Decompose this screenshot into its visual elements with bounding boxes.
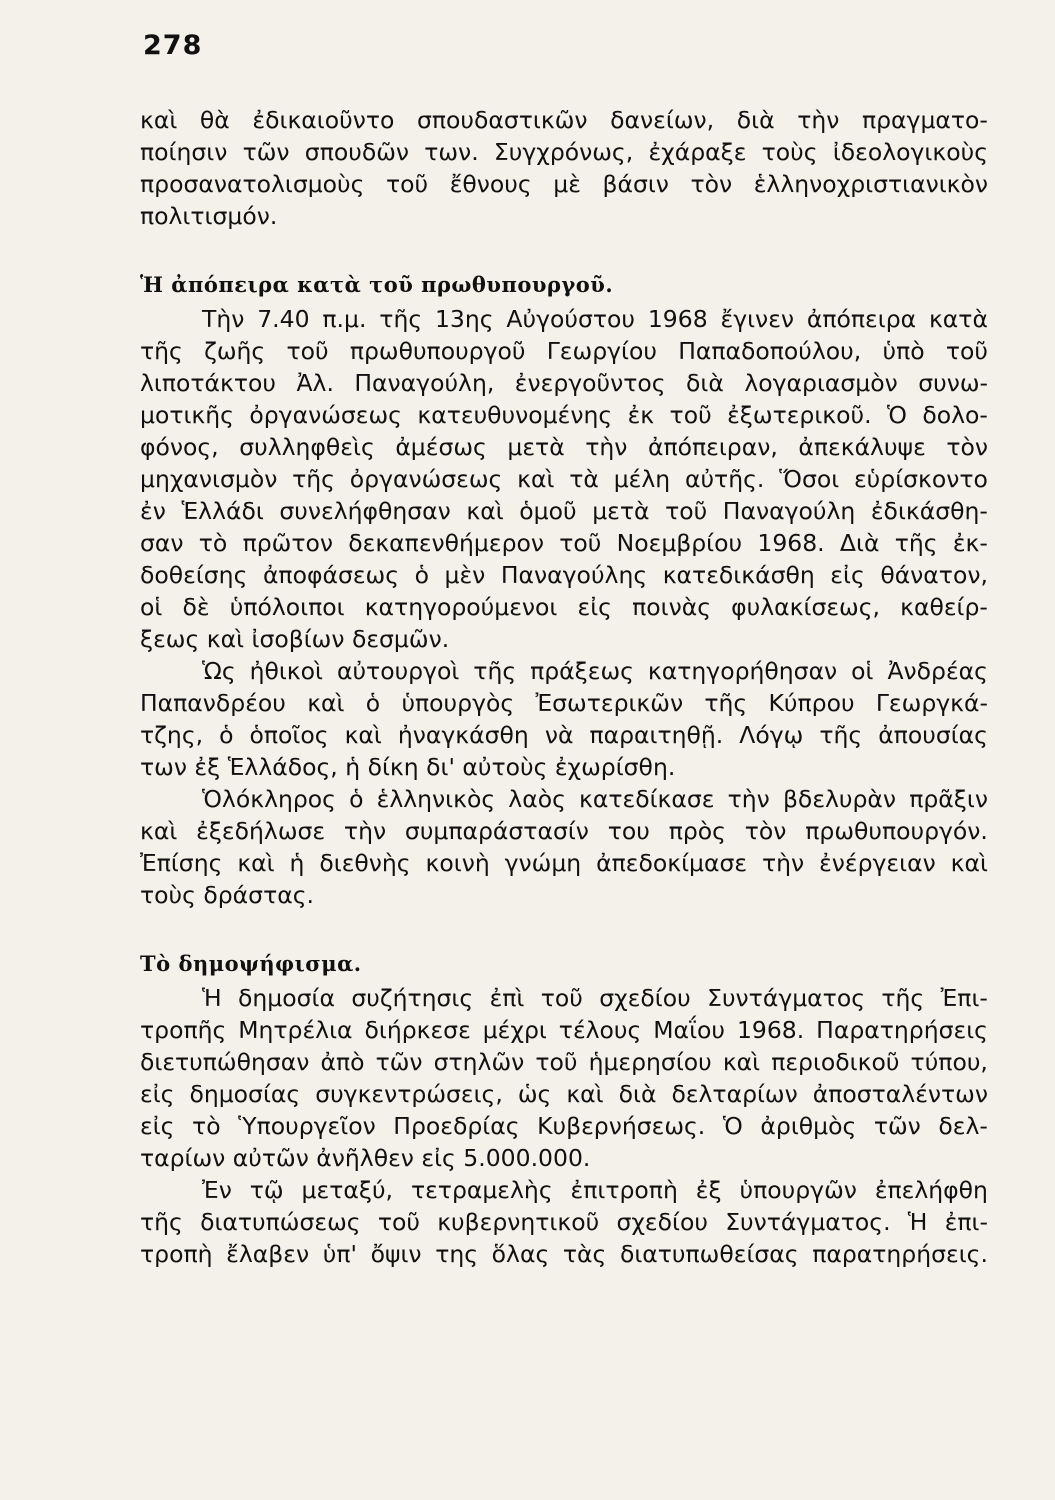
word: τὰ	[569, 465, 599, 493]
text-line	[140, 559, 988, 591]
word: στηλῶν	[433, 1048, 525, 1076]
word: παρατηρήσεις.	[812, 1240, 988, 1268]
word: ὡς	[517, 1080, 552, 1108]
body-text	[140, 104, 988, 1270]
word: διατυπωθείσας	[619, 1240, 799, 1268]
word: δημοσίας	[189, 1080, 301, 1108]
word: ἐξεδήλωσε	[196, 817, 326, 845]
word: τοῦ	[669, 401, 712, 429]
word: ἑλληνικὸς	[376, 785, 496, 813]
word: π.μ.	[322, 305, 367, 333]
text-line	[140, 815, 988, 847]
word: Μαΐου	[653, 1016, 725, 1044]
word: ἠθικοὶ	[249, 657, 323, 685]
text-line	[140, 168, 988, 200]
word: τοῦ	[286, 337, 329, 365]
word: ἀπὸ	[320, 1048, 365, 1076]
text-line	[140, 463, 988, 495]
word: δοθείσης	[140, 561, 248, 589]
word: κατὰ	[928, 305, 988, 333]
word: ὀργανώσεως	[349, 465, 503, 493]
word: Παπανδρέου	[140, 689, 286, 717]
word: μὲν	[444, 561, 486, 589]
text-line: τοὺς δράστας.	[140, 881, 314, 909]
word: ἰδεολογικοὺς	[832, 138, 988, 166]
word: ἐκ	[627, 401, 655, 429]
word: των.	[424, 138, 479, 166]
word: Ὁλόκληρος	[202, 785, 336, 813]
word: ὑπὸ	[882, 337, 925, 365]
word: πρᾶξιν	[909, 785, 988, 813]
word: βδελυρὰν	[782, 785, 897, 813]
word: Ἑλλάδι	[181, 497, 264, 525]
word: μέλη	[613, 465, 671, 493]
word: τῆς	[819, 721, 863, 749]
text-line: ξεως καὶ ἰσοβίων δεσμῶν.	[140, 625, 450, 653]
word: εἰς	[140, 1112, 175, 1140]
word: ἐπι-	[944, 1208, 988, 1236]
word: διεθνὴς	[319, 849, 411, 877]
word: τῶν	[873, 1112, 921, 1140]
word: ἐπὶ	[489, 984, 525, 1012]
word: Τὴν	[202, 305, 245, 333]
word: Ἐπίσης	[140, 849, 223, 877]
word: ὁποῖος	[249, 721, 329, 749]
word: μηχανισμὸν	[140, 465, 278, 493]
word: παραιτηθῇ.	[589, 721, 724, 749]
word: πρωθυπουργόν.	[805, 817, 988, 845]
word: τὴν	[761, 849, 805, 877]
word: νὰ	[544, 721, 574, 749]
word: Ὁ	[722, 1112, 743, 1140]
word: ἡ	[289, 849, 305, 877]
text-line	[140, 431, 988, 463]
word: ὑπουργῶν	[739, 1176, 857, 1204]
word: Ὁ	[887, 401, 907, 429]
word: ἀπουσίας	[878, 721, 988, 749]
word: ὑπόλοιποι	[229, 593, 345, 621]
word: καὶ	[307, 689, 345, 717]
word: συνελήφθησαν	[279, 497, 451, 525]
word: τέλους	[558, 1016, 642, 1044]
word: κατευθυνομένης	[417, 401, 613, 429]
word: ἀποσταλέντων	[812, 1080, 988, 1108]
word: ἐξ	[695, 1176, 722, 1204]
word: τὸ	[198, 529, 228, 557]
word: αὐτουργοὶ	[336, 657, 460, 685]
word: ὁμοῦ	[519, 497, 577, 525]
word: βάσιν	[602, 170, 669, 198]
word: Παναγούλη,	[354, 369, 495, 397]
word: μὲ	[553, 170, 581, 198]
word: ὑπ'	[322, 1240, 357, 1268]
word: καὶ	[237, 849, 275, 877]
word: 1968.	[757, 529, 825, 557]
word: τζης,	[140, 721, 204, 749]
word: ὄψιν	[370, 1240, 422, 1268]
text-line	[140, 687, 988, 719]
word: Παρατηρήσεις	[816, 1016, 988, 1044]
word: καὶ	[517, 465, 555, 493]
word: πρωθυπουργοῦ	[349, 337, 526, 365]
word: οἱ	[851, 657, 874, 685]
word: συμπαράστασίν	[404, 817, 589, 845]
word: καὶ	[140, 817, 178, 845]
text-line: πολιτισμόν.	[140, 202, 278, 230]
word: πρῶτον	[242, 529, 333, 557]
word: φόνος,	[140, 433, 219, 461]
word: τύπου,	[910, 1048, 988, 1076]
word: τὸν	[690, 170, 733, 198]
word: Ὅσοι	[779, 465, 840, 493]
word: μεταξύ,	[301, 1176, 394, 1204]
word: σχεδίου	[599, 984, 691, 1012]
word: ἔθνους	[449, 170, 532, 198]
text-line	[140, 136, 988, 168]
word: Λόγῳ	[739, 721, 804, 749]
word: λιποτάκτου	[140, 369, 276, 397]
text-line	[140, 783, 988, 815]
word: εἰς	[140, 1080, 175, 1108]
word: τῆς	[473, 657, 517, 685]
word: τῷ	[249, 1176, 284, 1204]
word: γνώμη	[504, 849, 582, 877]
word: διατυπώσεως	[200, 1208, 361, 1236]
word: ἀριθμὸς	[760, 1112, 857, 1140]
word: τὰς	[562, 1240, 607, 1268]
word: Αὐγούστου	[506, 305, 635, 333]
text-line	[140, 1014, 988, 1046]
word: Συντάγματος.	[725, 1208, 891, 1236]
text-line	[140, 982, 988, 1014]
word: δολο-	[922, 401, 988, 429]
word: ἔλαβεν	[226, 1240, 310, 1268]
word: πραγματο-	[861, 106, 988, 134]
word: πρὸς	[668, 817, 726, 845]
word: Ἐσωτερικῶν	[535, 689, 684, 717]
word: φυλακίσεως,	[731, 593, 880, 621]
word: τὴν	[343, 817, 387, 845]
text-line	[140, 104, 988, 136]
text-line	[140, 1238, 988, 1270]
word: δελ-	[938, 1112, 988, 1140]
word: ἐνέργειαν	[819, 849, 936, 877]
word: Ἐν	[202, 1176, 232, 1204]
word: Παπαδοπούλου,	[678, 337, 862, 365]
word: ἐξωτερικοῦ.	[727, 401, 872, 429]
word: τῆς	[379, 305, 423, 333]
word: Ἀλ.	[296, 369, 334, 397]
word: Κυβερνήσεως.	[537, 1112, 706, 1140]
word: τὸ	[192, 1112, 221, 1140]
word: μέχρι	[482, 1016, 547, 1044]
word: ὀργανώσεως	[249, 401, 402, 429]
word: καὶ	[344, 721, 382, 749]
word: σχεδίου	[616, 1208, 708, 1236]
word: συζήτησις	[351, 984, 474, 1012]
text-line	[140, 495, 988, 527]
word: ἐδικάσθη-	[870, 497, 988, 525]
text-line	[140, 399, 988, 431]
word: κυβερνητικοῦ	[437, 1208, 600, 1236]
word: τῶν	[242, 138, 290, 166]
word: Συγχρόνως,	[493, 138, 634, 166]
text-line	[140, 527, 988, 559]
word: σαν	[140, 529, 184, 557]
word: ἀποφάσεως	[262, 561, 400, 589]
word: δανείων,	[610, 106, 715, 134]
word: ἐχάραξε	[648, 138, 747, 166]
word: θάνατον,	[880, 561, 988, 589]
word: Νοεμβρίου	[616, 529, 743, 557]
word: ὑπουργὸς	[401, 689, 515, 717]
word: ποίησιν	[140, 138, 228, 166]
word: λογαριασμὸν	[744, 369, 898, 397]
word: ὁ	[414, 561, 429, 589]
word: τοῦ	[535, 1048, 578, 1076]
word: ποινὰς	[632, 593, 711, 621]
word: καὶ	[722, 1048, 761, 1076]
text-line	[140, 1046, 988, 1078]
word: διὰ	[618, 1080, 657, 1108]
word: τῆς	[894, 529, 938, 557]
word: ἀπόπειραν,	[647, 433, 778, 461]
word: εὑρίσκοντο	[853, 465, 988, 493]
section-heading: Ἡ ἀπόπειρα κατὰ τοῦ πρωθυπουργοῦ.	[140, 272, 614, 297]
text-line	[140, 655, 988, 687]
word: ἐπιτροπὴ	[570, 1176, 678, 1204]
word: συνω-	[918, 369, 988, 397]
word: Συντάγματος	[707, 984, 865, 1012]
word: δὲ	[182, 593, 210, 621]
word: καὶ	[566, 1080, 604, 1108]
word: τὸν	[946, 433, 988, 461]
word: 1968	[647, 305, 708, 333]
word: διήρκεσε	[364, 1016, 471, 1044]
word: κατηγορήθησαν	[647, 657, 838, 685]
text-line	[140, 1174, 988, 1206]
word: Διὰ	[839, 529, 880, 557]
word: Ὑπουργεῖον	[238, 1112, 376, 1140]
word: Ἐπι-	[940, 984, 988, 1012]
word: καθείρ-	[900, 593, 988, 621]
word: πράξεως	[530, 657, 634, 685]
word: καὶ	[466, 497, 504, 525]
word: μετὰ	[592, 497, 650, 525]
word: τοῦ	[377, 1208, 420, 1236]
text-line: των ἐξ Ἑλλάδος, ἡ δίκη δι' αὐτοὺς ἐχωρίσθη.	[140, 753, 676, 781]
word: ἀπεκάλυψε	[798, 433, 926, 461]
word: τὴν	[797, 106, 840, 134]
word: ἀπόπειρα	[806, 305, 917, 333]
word: ὅλας	[491, 1240, 550, 1268]
word: Ἀνδρέας	[887, 657, 988, 685]
word: τοῦ	[945, 337, 988, 365]
word: κοινὴ	[425, 849, 490, 877]
text-line	[140, 719, 988, 751]
word: τὴν	[727, 785, 770, 813]
word: διὰ	[736, 106, 775, 134]
word: ἀπεδοκίμασε	[596, 849, 748, 877]
word: τῆς	[140, 337, 183, 365]
word: τετραμελὴς	[410, 1176, 553, 1204]
word: προσανατολισμοὺς	[140, 170, 365, 198]
word: αὐτῆς.	[684, 465, 765, 493]
text-line: ταρίων αὐτῶν ἀνῆλθεν εἰς 5.000.000.	[140, 1144, 591, 1172]
word: ἑλληνοχριστιανικὸν	[753, 170, 988, 198]
word: τροπῆς	[140, 1016, 227, 1044]
word: εἰς	[830, 561, 865, 589]
word: τροπὴ	[140, 1240, 213, 1268]
word: Ἡ	[202, 984, 222, 1012]
word: τῆς	[704, 689, 748, 717]
word: ἐνεργοῦντος	[514, 369, 666, 397]
word: τοῦ	[665, 497, 708, 525]
word: του	[607, 817, 650, 845]
word: διετυπώθησαν	[140, 1048, 310, 1076]
word: τοῦ	[386, 170, 429, 198]
word: εἰς	[577, 593, 612, 621]
word: 1968.	[736, 1016, 805, 1044]
word: ἐδικαιοῦντο	[252, 106, 395, 134]
word: θὰ	[199, 106, 230, 134]
word: τοῦ	[540, 984, 583, 1012]
word: τῆς	[140, 1208, 183, 1236]
word: ὁ	[365, 689, 381, 717]
word: Παναγούλη	[722, 497, 856, 525]
word: συγκεντρώσεις,	[315, 1080, 503, 1108]
text-line	[140, 1078, 988, 1110]
word: τὸν	[744, 817, 787, 845]
word: μετὰ	[507, 433, 565, 461]
word: ὁ	[349, 785, 364, 813]
word: διὰ	[686, 369, 724, 397]
word: ζωῆς	[204, 337, 266, 365]
word: μοτικῆς	[140, 401, 234, 429]
word: 13ης	[434, 305, 494, 333]
text-line	[140, 367, 988, 399]
word: κατεδικάσθη	[662, 561, 815, 589]
word: τὴν	[585, 433, 628, 461]
word: σπουδῶν	[304, 138, 409, 166]
word: ἐπελήφθη	[874, 1176, 988, 1204]
word: σπουδαστικῶν	[417, 106, 588, 134]
section-heading: Τὸ δημοψήφισμα.	[140, 951, 362, 976]
word: δημοσία	[238, 984, 335, 1012]
word: ἐκ-	[952, 529, 988, 557]
word: τοὺς	[761, 138, 818, 166]
text-line	[140, 591, 988, 623]
word: Κύπρου	[768, 689, 855, 717]
word: δελταρίων	[671, 1080, 798, 1108]
word: περιοδικοῦ	[771, 1048, 900, 1076]
word: Προεδρίας	[393, 1112, 520, 1140]
word: Παναγούλης	[500, 561, 648, 589]
word: ἡμερησίου	[588, 1048, 712, 1076]
word: κατεδίκασε	[579, 785, 715, 813]
word: ἠναγκάσθη	[397, 721, 529, 749]
word: 7.40	[257, 305, 310, 333]
word: τῆς	[292, 465, 335, 493]
text-line	[140, 303, 988, 335]
word: της	[435, 1240, 479, 1268]
word: ἀμέσως	[395, 433, 487, 461]
word: Ὡς	[202, 657, 236, 685]
text-line	[140, 1206, 988, 1238]
page-number: 278	[143, 30, 203, 61]
word: τοῦ	[559, 529, 602, 557]
word: οἱ	[140, 593, 163, 621]
word: κατηγορούμενοι	[364, 593, 558, 621]
word: ἐν	[140, 497, 166, 525]
text-line	[140, 847, 988, 879]
word: Γεωργκά-	[875, 689, 988, 717]
word: καὶ	[950, 849, 988, 877]
word: λαὸς	[508, 785, 566, 813]
word: ὁ	[219, 721, 234, 749]
text-line	[140, 335, 988, 367]
word: Γεωργίου	[546, 337, 657, 365]
word: καὶ	[140, 106, 178, 134]
word: Ἡ	[907, 1208, 928, 1236]
word: τῆς	[881, 984, 925, 1012]
word: ἔγινεν	[720, 305, 795, 333]
word: Μητρέλια	[238, 1016, 353, 1044]
word: συλληφθεὶς	[239, 433, 375, 461]
word: δεκαπενθήμερον	[348, 529, 544, 557]
word: τῶν	[375, 1048, 423, 1076]
text-line	[140, 1110, 988, 1142]
